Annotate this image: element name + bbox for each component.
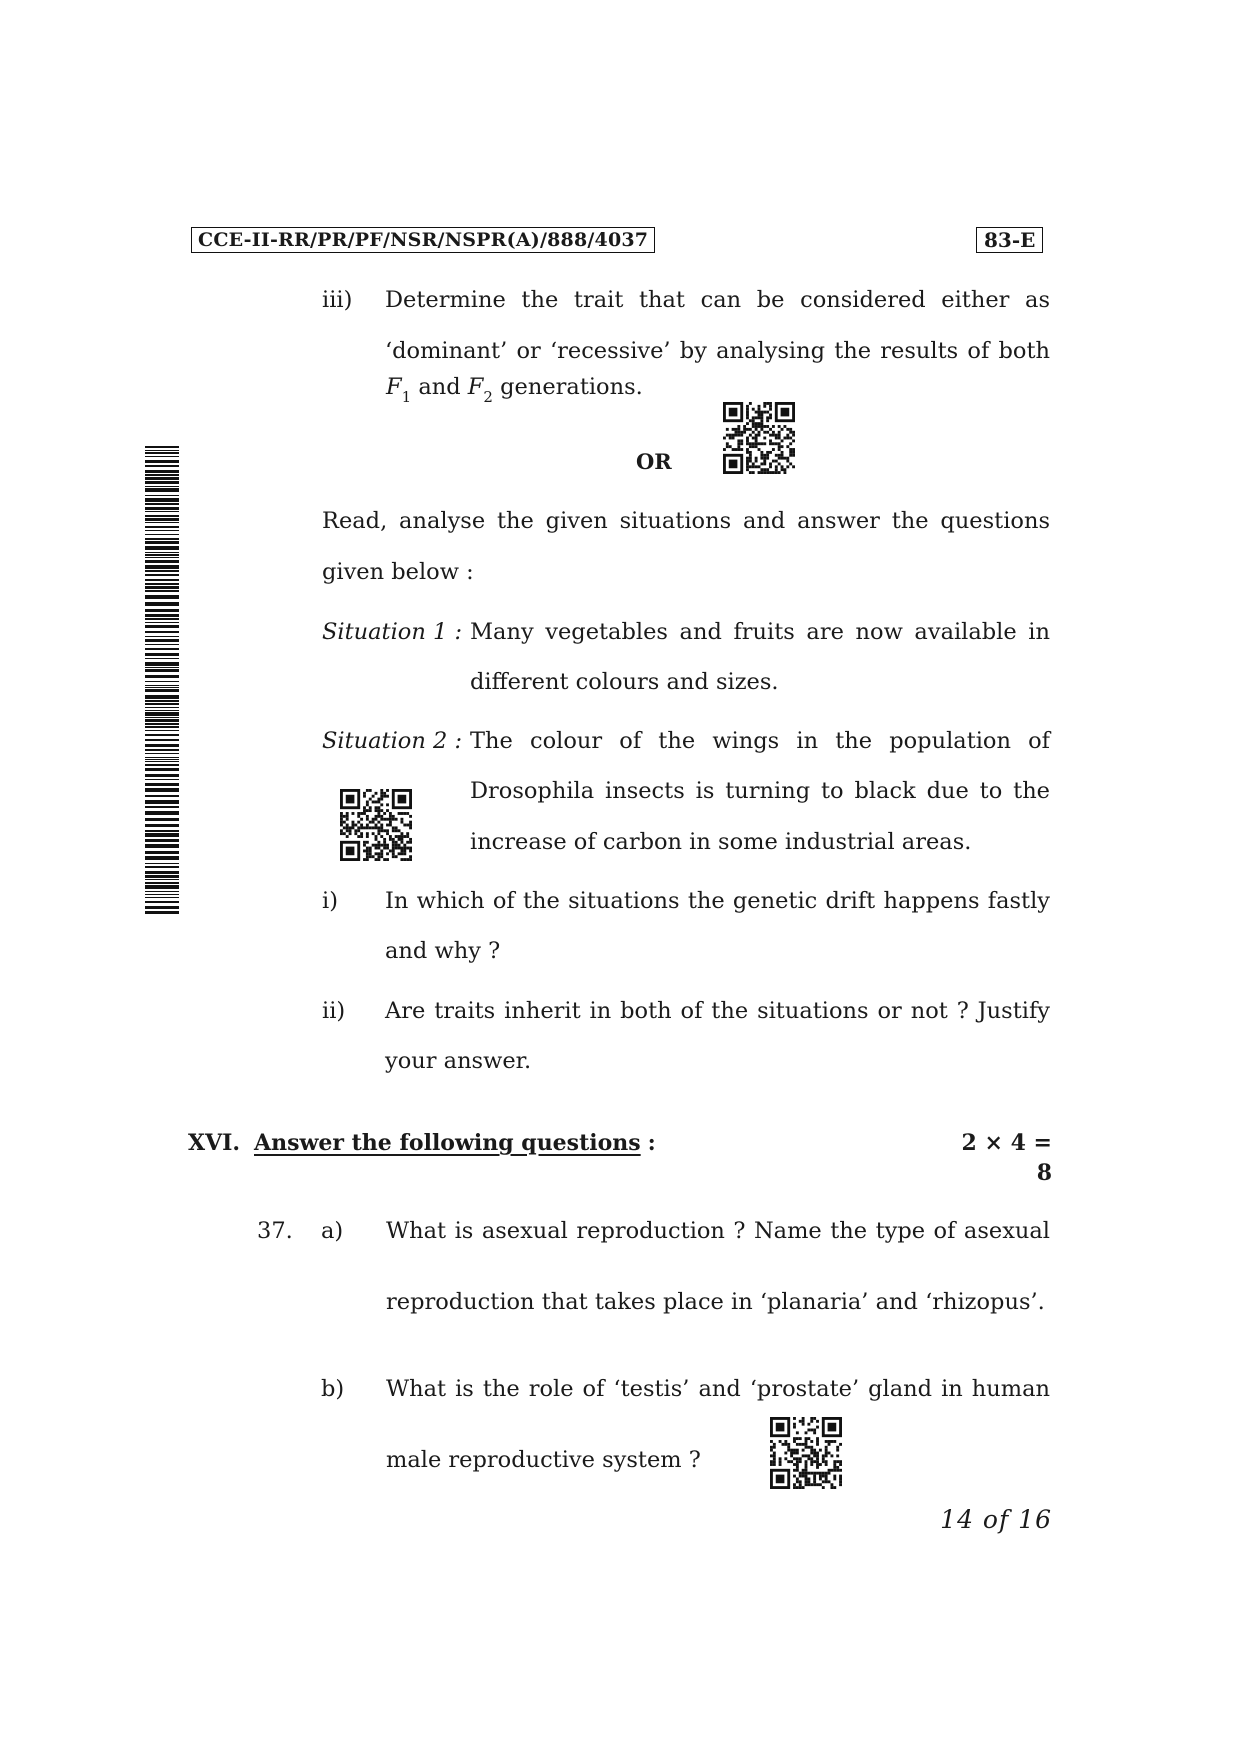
question-iii-marker: iii) — [322, 287, 353, 313]
situation-2-label: Situation 2 : — [322, 728, 463, 754]
sub-question-i-marker: i) — [322, 888, 338, 914]
section-title: Answer the following questions — [254, 1130, 641, 1156]
qr-code-icon — [770, 1417, 842, 1489]
question-iii-line-2: ‘dominant’ or ‘recessive’ by analysing the results of both — [385, 338, 1050, 364]
situation-2-line-3: increase of carbon in some industrial areas. — [470, 829, 972, 855]
f1-symbol: $F_1$ — [386, 374, 412, 406]
question-37a-line-2: reproduction that takes place in ‘planaria’ and ‘rhizopus’. — [386, 1289, 1045, 1315]
sub-question-ii-marker: ii) — [322, 998, 346, 1024]
situation-1-label: Situation 1 : — [322, 619, 463, 645]
question-37a-line-1: What is asexual reproduction ? Name the type of asexual — [386, 1218, 1050, 1244]
question-37b-marker: b) — [321, 1376, 345, 1402]
page-number: 14 of 16 — [940, 1505, 1052, 1534]
sub-question-i-line-1: In which of the situations the genetic drift happens fastly — [385, 888, 1050, 914]
situation-1-line-1: Many vegetables and fruits are now available in — [470, 619, 1050, 645]
qr-code-icon — [723, 402, 795, 474]
paper-code-box: CCE-II-RR/PR/PF/NSR/NSPR(A)/888/4037 — [191, 227, 655, 253]
intro-line-2: given below : — [322, 559, 474, 585]
situation-2-line-1: The colour of the wings in the population of — [470, 728, 1050, 754]
section-number: XVI. — [188, 1130, 241, 1156]
question-37b-line-2: male reproductive system ? — [386, 1447, 701, 1473]
sub-question-ii-line-2: your answer. — [385, 1048, 532, 1074]
qr-code-icon — [340, 789, 412, 861]
question-37a-marker: a) — [321, 1218, 344, 1244]
situation-1-line-2: different colours and sizes. — [470, 669, 779, 695]
question-37b-line-1: What is the role of ‘testis’ and ‘prostate’ gland in human — [386, 1376, 1050, 1402]
question-37-number: 37. — [257, 1218, 293, 1244]
barcode-image — [145, 446, 179, 914]
section-heading: Answer the following questions : — [254, 1130, 656, 1156]
question-iii-line-3: $F_1$ and $F_2$ generations. — [386, 374, 643, 406]
intro-line-1: Read, analyse the given situations and answer the questions — [322, 508, 1050, 534]
situation-2-line-2: Drosophila insects is turning to black due to the — [470, 778, 1050, 804]
section-marks: 2 × 4 = 8 — [961, 1130, 1052, 1186]
sub-question-i-line-2: and why ? — [385, 938, 501, 964]
or-label: OR — [636, 449, 672, 474]
question-iii-line-1: Determine the trait that can be considered either as — [385, 287, 1050, 313]
f2-symbol: $F_2$ — [467, 374, 493, 406]
sub-question-ii-line-1: Are traits inherit in both of the situations or not ? Justify — [385, 998, 1050, 1024]
page-code-box: 83-E — [976, 227, 1043, 253]
